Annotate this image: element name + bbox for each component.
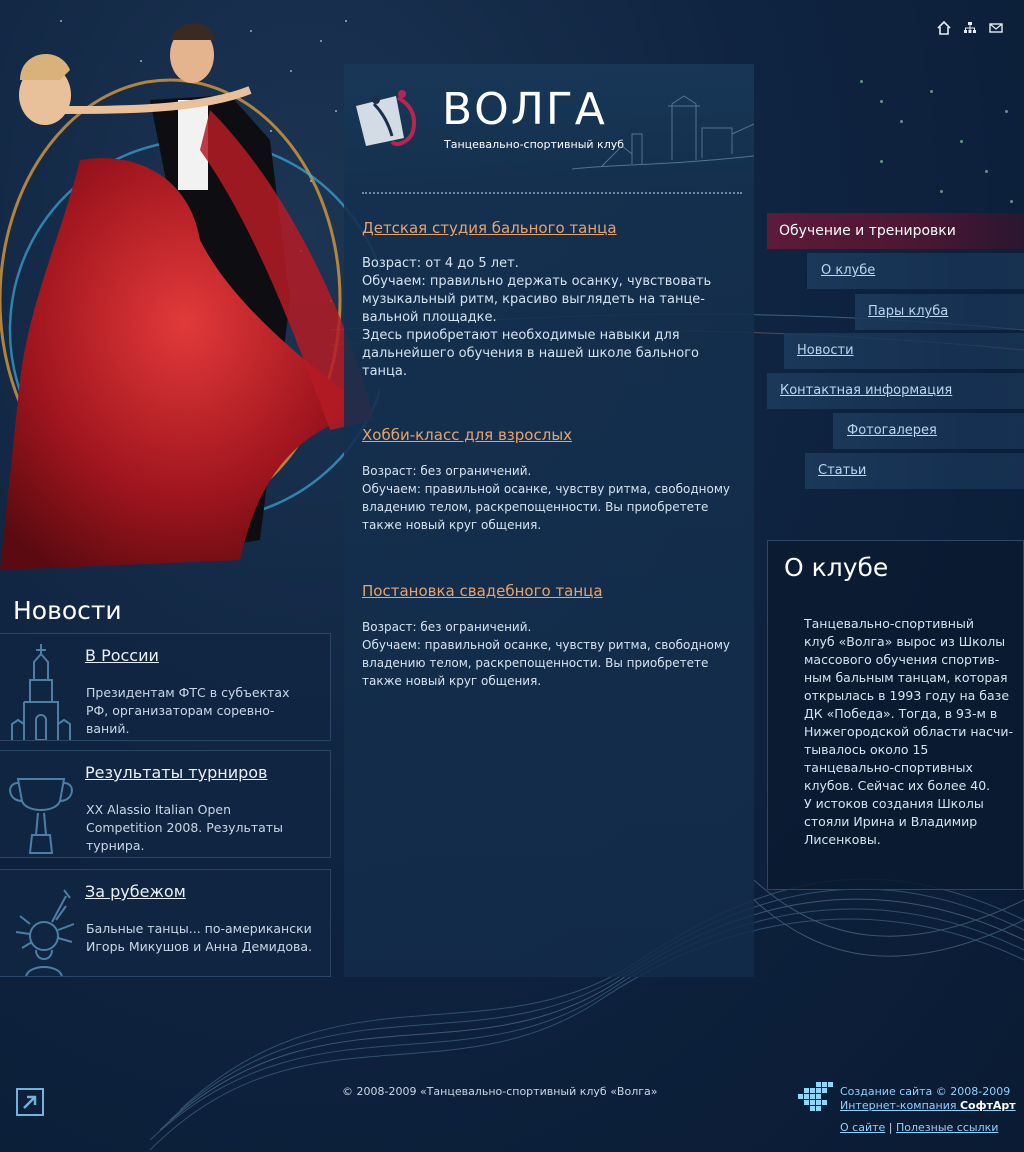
footer-copyright: © 2008-2009 «Танцевально-спортивный клуб «Волга» xyxy=(342,1085,658,1098)
footer-links xyxy=(840,1121,998,1134)
dotted-divider xyxy=(362,192,742,194)
news-heading: Новости xyxy=(13,596,122,625)
mail-icon[interactable] xyxy=(988,20,1004,36)
menu-item-couples[interactable]: Пары клуба xyxy=(855,294,1024,330)
statue-of-liberty-icon xyxy=(6,876,86,976)
course-text: Возраст: от 4 до 5 лет. Обучаем: правильно держать осанку, чувствовать музыкальный ритм, красиво выглядеть на танце- вальной площадке. Здесь приобретают необходимые навыки для дальнейшего обучения в нашей школе бального танца. xyxy=(362,256,712,379)
about-text: Танцевально-спортивный клуб «Волга» вырос из Школы массового обучения спортив- ным бальным танцам, которая открылась в 1993 году на базе ДК «Победа». Тогда, в 93-м в Нижегородской области насчи- тывалось около 15 танцевально-спортивных клубов. Сейчас их более 40. У истоков создания Школы стояли Ирина и Владимир Лисенковы. xyxy=(804,616,1014,847)
softart-logo-icon xyxy=(798,1082,834,1112)
kremlin-tower-icon xyxy=(6,640,76,740)
about-club-panel xyxy=(767,540,1024,890)
top-icons xyxy=(936,20,1004,36)
course-title[interactable]: Детская студия бального танца xyxy=(362,219,617,237)
menu-item-articles[interactable]: Статьи xyxy=(805,453,1024,489)
home-icon[interactable] xyxy=(936,20,952,36)
footer-link-useful[interactable]: Полезные ссылки xyxy=(896,1121,999,1134)
course-text: Возраст: без ограничений. Обучаем: правильной осанке, чувству ритма, свободному владению телом, раскрепощенности. Вы приобретете также новый круг общения. xyxy=(362,464,730,532)
trophy-icon xyxy=(6,757,76,857)
logo-dancers-icon xyxy=(352,86,432,156)
footer-creation-text: Создание сайта © 2008-2009 xyxy=(840,1085,1011,1098)
news-item-text: Бальные танцы... по-американски Игорь Микушов и Анна Демидова. xyxy=(86,921,313,954)
menu-item-news[interactable]: Новости xyxy=(784,333,1024,369)
logo-title: ВОЛГА xyxy=(442,84,607,135)
external-link-icon[interactable] xyxy=(16,1088,44,1116)
dancers-illustration xyxy=(0,0,380,580)
news-item-text: XX Alassio Italian Open Competition 2008. Результаты турнира. xyxy=(86,802,283,853)
menu-item-active[interactable]: Обучение и тренировки xyxy=(767,213,1024,249)
menu-item-about[interactable]: О клубе xyxy=(807,253,1024,289)
menu-item-contacts[interactable]: Контактная информация xyxy=(767,373,1024,409)
footer-separator: | xyxy=(888,1121,893,1134)
sitemap-icon[interactable] xyxy=(962,20,978,36)
logo-subtitle: Танцевально-спортивный клуб xyxy=(444,138,625,151)
main-content xyxy=(344,64,754,977)
course-card xyxy=(362,219,742,381)
about-title: О клубе xyxy=(784,553,889,582)
news-item-text: Президентам ФТС в субъектах РФ, организаторам соревно- ваний. xyxy=(86,685,290,736)
course-text: Возраст: без ограничений. Обучаем: правильной осанке, чувству ритма, свободному владению телом, раскрепощенности. Вы приобретете также новый круг общения. xyxy=(362,620,730,688)
course-title[interactable]: Постановка свадебного танца xyxy=(362,582,603,600)
news-item-title[interactable]: Результаты турниров xyxy=(85,763,268,782)
news-item xyxy=(0,633,331,741)
course-title[interactable]: Хобби-класс для взрослых xyxy=(362,426,573,444)
news-item xyxy=(0,869,331,977)
news-item-title[interactable]: За рубежом xyxy=(85,882,186,901)
logo[interactable] xyxy=(344,64,754,200)
course-card xyxy=(362,426,742,534)
news-item-title[interactable]: В России xyxy=(85,646,159,665)
kremlin-sketch xyxy=(572,94,754,174)
footer-link-about[interactable]: О сайте xyxy=(840,1121,886,1134)
footer-creator xyxy=(840,1085,1016,1113)
news-item xyxy=(0,750,331,858)
course-card xyxy=(362,582,742,690)
footer-company-link[interactable]: Интернет-компания СофтАрт xyxy=(840,1099,1016,1112)
menu-item-gallery[interactable]: Фотогалерея xyxy=(833,413,1024,449)
